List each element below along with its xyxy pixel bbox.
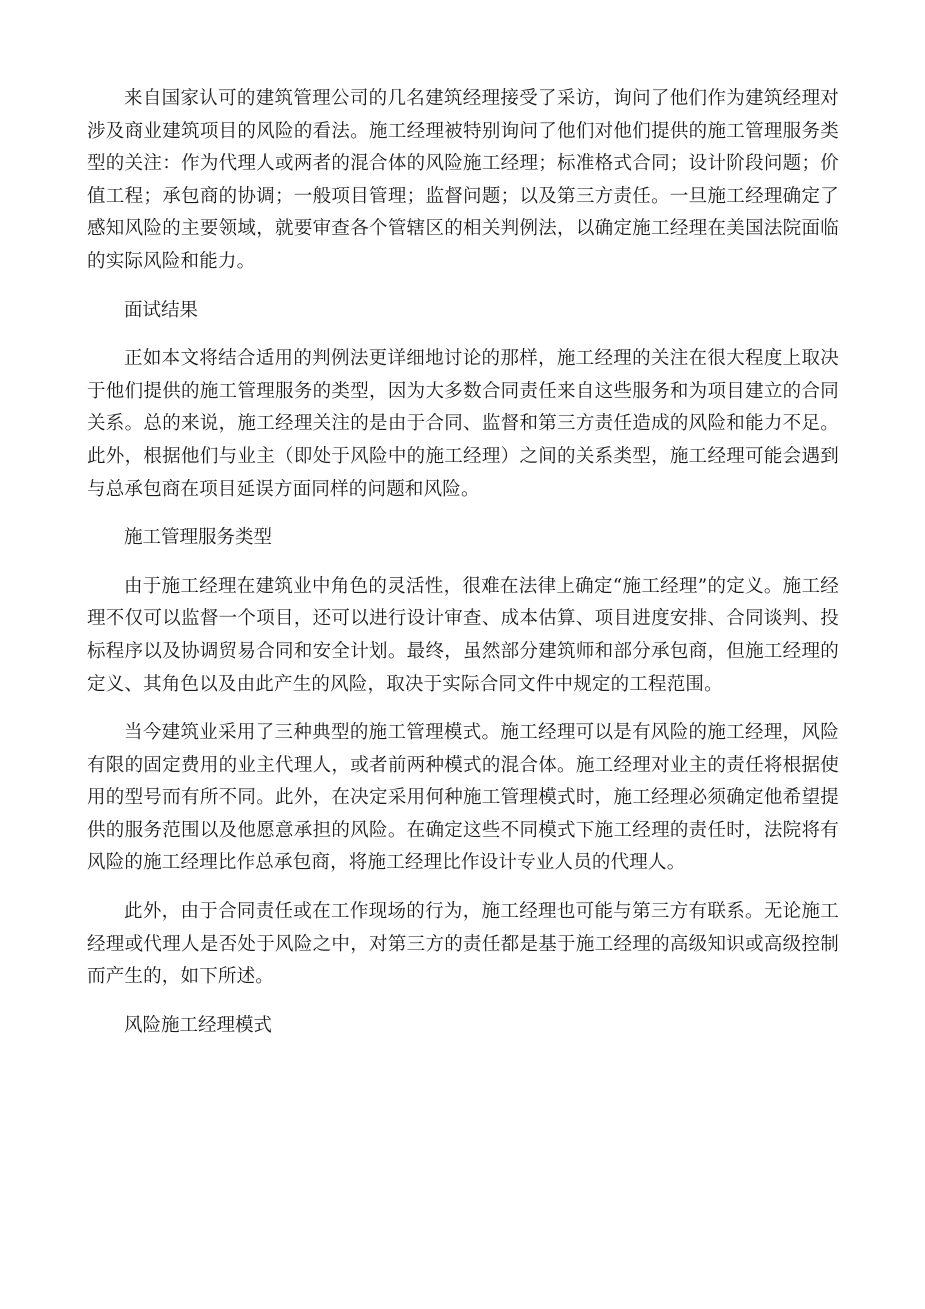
- paragraph-gap: [87, 506, 839, 522]
- paragraph-models: 当今建筑业采用了三种典型的施工管理模式。施工经理可以是有风险的施工经理，风险有限的固定费用的业主代理人，或者前两种模式的混合体。施工经理对业主的责任将根据使用的型号而有所不同。此外，在决定采用何种施工管理模式时，施工经理必须确定他希望提供的服务范围以及他愿意承担的风险。在确定这些不同模式下施工经理的责任时，法院将有风险的施工经理比作总承包商，将施工经理比作设计专业人员的代理人。: [87, 722, 839, 874]
- paragraph-definition: 由于施工经理在建筑业中角色的灵活性，很难在法律上确定“施工经理”的定义。施工经理不仅可以监督一个项目，还可以进行设计审查、成本估算、项目进度安排、合同谈判、投标程序以及协调贸易合同和安全计划。最终，虽然部分建筑师和部分承包商，但施工经理的定义、其角色以及由此产生的风险，取决于实际合同文件中规定的工程范围。: [87, 575, 839, 695]
- paragraph-results: 正如本文将结合适用的判例法更详细地讨论的那样，施工经理的关注在很大程度上取决于他们提供的施工管理服务的类型，因为大多数合同责任来自这些服务和为项目建立的合同关系。总的来说，施工经理关注的是由于合同、监督和第三方责任造成的风险和能力不足。此外，根据他们与业主（即处于风险中的施工经理）之间的关系类型，施工经理可能会遇到与总承包商在项目延误方面同样的问题和风险。: [87, 348, 839, 500]
- paragraph-gap: [87, 880, 839, 896]
- paragraph-gap: [87, 701, 839, 717]
- heading-at-risk-model: 风险施工经理模式: [124, 1014, 273, 1036]
- paragraph-third-party: 此外，由于合同责任或在工作现场的行为，施工经理也可能与第三方有联系。无论施工经理或代理人是否处于风险之中，对第三方的责任都是基于施工经理的高级知识或高级控制而产生的，如下所述。: [87, 901, 839, 988]
- paragraph-gap: [87, 994, 839, 1010]
- paragraph-interviews: 来自国家认可的建筑管理公司的几名建筑经理接受了采访，询问了他们作为建筑经理对涉及商业建筑项目的风险的看法。施工经理被特别询问了他们对他们提供的施工管理服务类型的关注：作为代理人或两者的混合体的风险施工经理；标准格式合同；设计阶段问题；价值工程；承包商的协调；一般项目管理；监督问题；以及第三方责任。一旦施工经理确定了感知风险的主要领域，就要审查各个管辖区的相关判例法，以确定施工经理在美国法院面临的实际风险和能力。: [87, 88, 839, 272]
- paragraph-gap: [87, 279, 839, 295]
- heading-service-types: 施工管理服务类型: [124, 527, 273, 549]
- document-page: [87, 83, 839, 1042]
- heading-interview-results: 面试结果: [124, 299, 199, 321]
- paragraph-gap: [87, 327, 839, 343]
- paragraph-gap: [87, 555, 839, 571]
